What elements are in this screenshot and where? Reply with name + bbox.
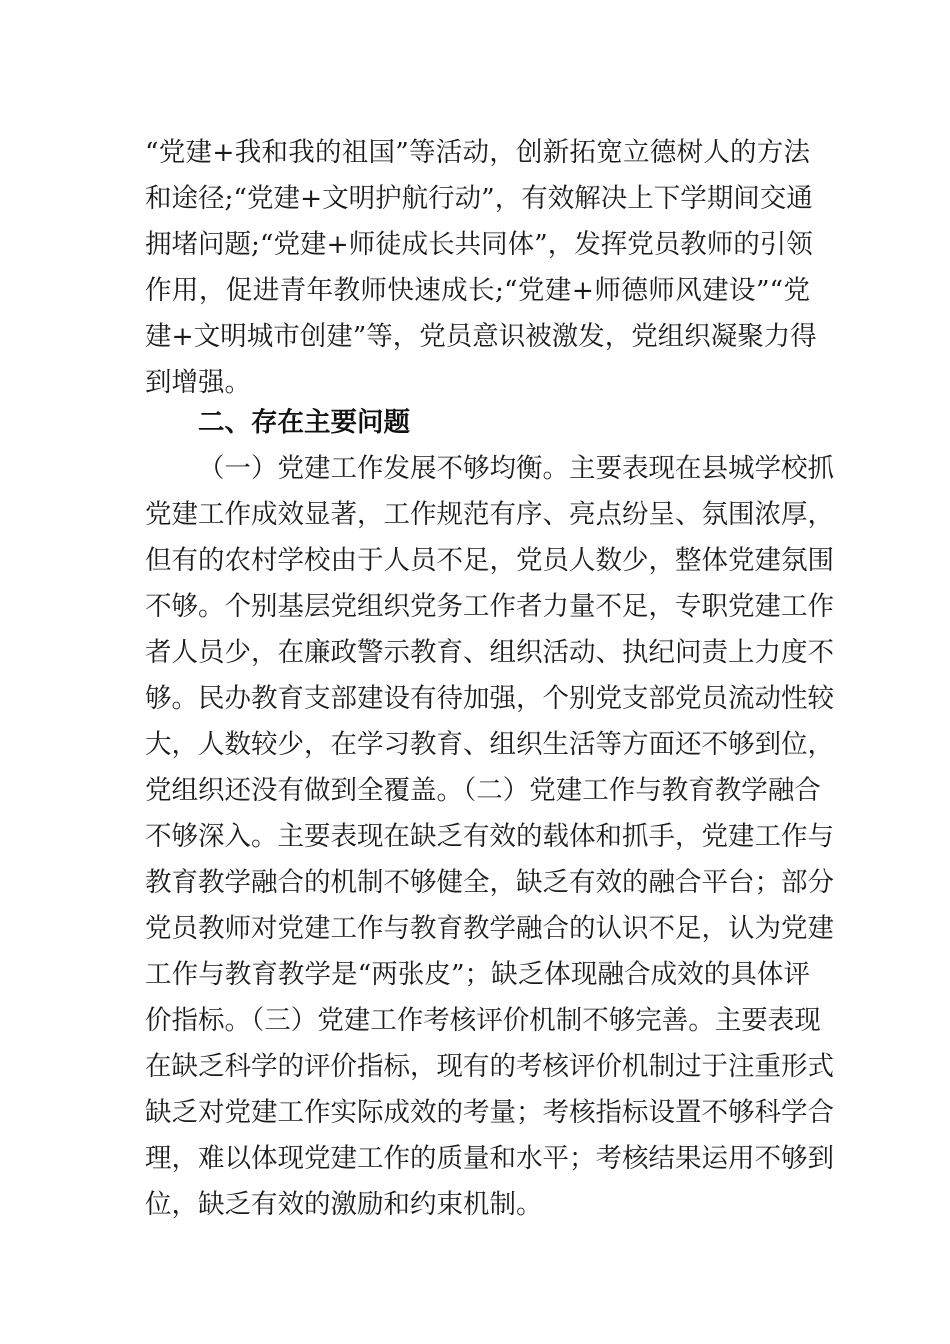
- paragraph-1-line-5: 建+文明城市创建”等，党员意识被激发，党组织凝聚力得: [145, 321, 817, 352]
- paragraph-2-line-6: 够。民办教育支部建设有待加强，个别党支部党员流动性较: [145, 683, 834, 714]
- paragraph-1-line-6: 到增强。: [145, 367, 251, 398]
- paragraph-2-line-9: 不够深入。主要表现在缺乏有效的载体和抓手，党建工作与: [145, 821, 834, 852]
- paragraph-2-line-10: 教育教学融合的机制不够健全，缺乏有效的融合平台；部分: [145, 867, 834, 898]
- paragraph-2-line-13: 价指标。（三）党建工作考核评价机制不够完善。主要表现: [145, 1005, 821, 1036]
- paragraph-2-line-1: （一）党建工作发展不够均衡。主要表现在县城学校抓: [198, 453, 834, 484]
- paragraph-2-line-4: 不够。个别基层党组织党务工作者力量不足，专职党建工作: [145, 591, 834, 622]
- paragraph-2-line-8: 党组织还没有做到全覆盖。（二）党建工作与教育教学融合: [145, 775, 821, 806]
- paragraph-1-line-4: 作用，促进青年教师快速成长;“党建+师德师风建设”“党: [145, 275, 810, 306]
- paragraph-2-line-2: 党建工作成效显著，工作规范有序、亮点纷呈、氛围浓厚，: [145, 499, 834, 530]
- paragraph-2-line-5: 者人员少，在廉政警示教育、组织活动、执纪问责上力度不: [145, 637, 834, 668]
- paragraph-1-line-1: “党建+我和我的祖国”等活动，创新拓宽立德树人的方法: [145, 137, 810, 168]
- paragraph-2-line-12: 工作与教育教学是“两张皮”；缺乏体现融合成效的具体评: [145, 959, 810, 990]
- paragraph-2-line-17: 位，缺乏有效的激励和约束机制。: [145, 1189, 543, 1220]
- paragraph-2-line-11: 党员教师对党建工作与教育教学融合的认识不足，认为党建: [145, 913, 834, 944]
- section-heading: 二、存在主要问题: [198, 407, 410, 438]
- paragraph-1-line-3: 拥堵问题;“党建+师徒成长共同体”，发挥党员教师的引领: [145, 229, 813, 260]
- paragraph-2-line-15: 缺乏对党建工作实际成效的考量；考核指标设置不够科学合: [145, 1097, 834, 1128]
- paragraph-2-line-16: 理，难以体现党建工作的质量和水平；考核结果运用不够到: [145, 1143, 834, 1174]
- paragraph-2-line-14: 在缺乏科学的评价指标，现有的考核评价机制过于注重形式: [145, 1051, 834, 1082]
- paragraph-2-line-7: 大，人数较少，在学习教育、组织生活等方面还不够到位，: [145, 729, 834, 760]
- paragraph-2-line-3: 但有的农村学校由于人员不足，党员人数少，整体党建氛围: [145, 545, 834, 576]
- paragraph-1-line-2: 和途径;“党建+文明护航行动”，有效解决上下学期间交通: [145, 183, 813, 214]
